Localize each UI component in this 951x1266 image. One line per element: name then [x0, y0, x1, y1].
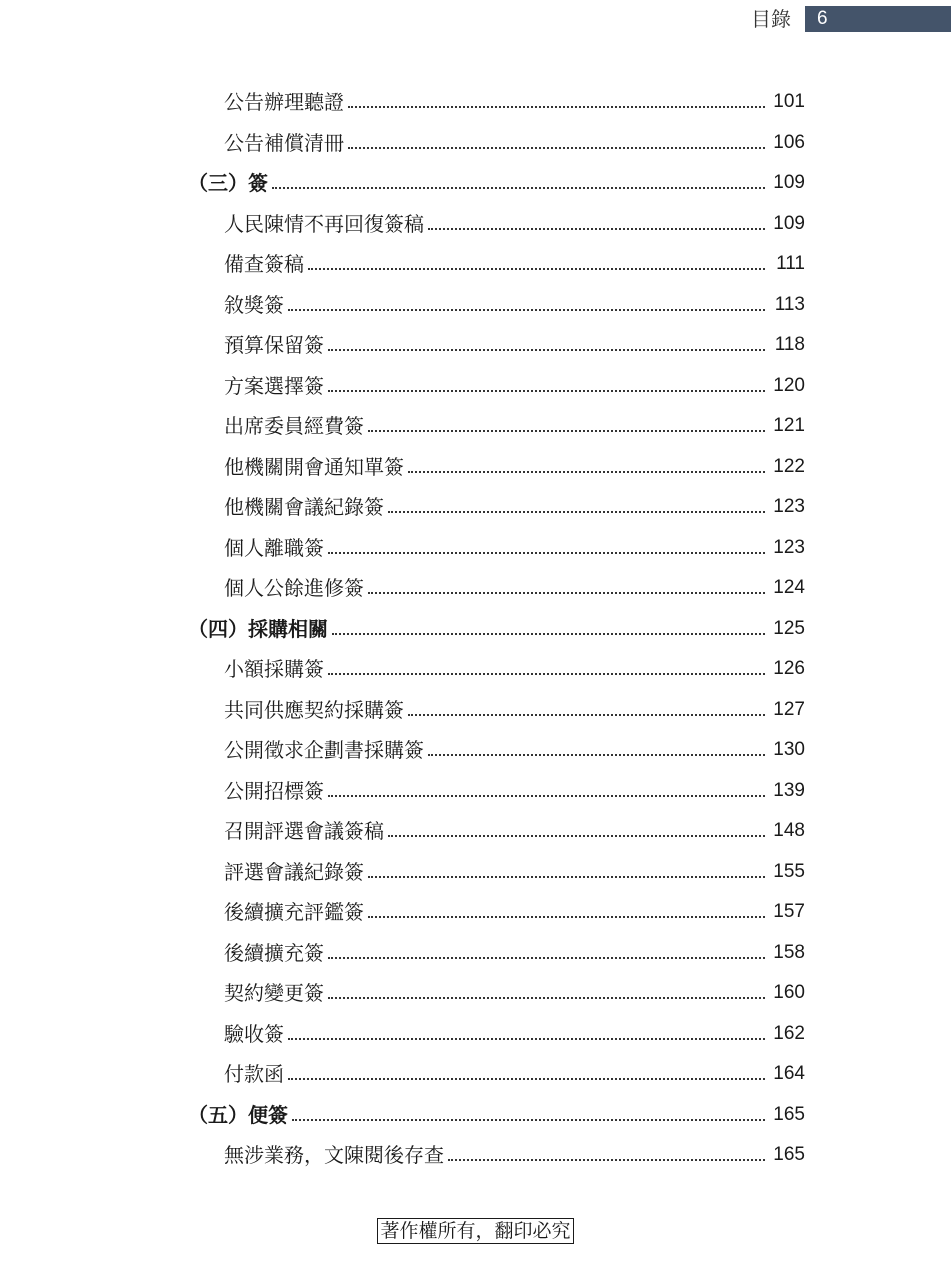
- toc-page-number: 123: [773, 536, 805, 558]
- toc-page-number: 109: [773, 212, 805, 234]
- page-footer: [0, 1218, 951, 1244]
- dot-leader: [348, 147, 765, 149]
- dot-leader: [388, 835, 765, 837]
- toc-entry[interactable]: [0, 1054, 951, 1095]
- toc-section-heading[interactable]: [0, 163, 951, 204]
- toc-entry[interactable]: [0, 690, 951, 731]
- dot-leader: [272, 187, 765, 189]
- toc-entry-title: 公告補償清冊: [224, 130, 344, 155]
- toc-page-number: 165: [773, 1103, 805, 1125]
- dot-leader: [288, 1038, 765, 1040]
- dot-leader: [328, 997, 765, 999]
- toc-entry-title: 敘獎簽: [224, 292, 284, 317]
- page-number-badge: 6: [805, 6, 951, 32]
- dot-leader: [328, 390, 765, 392]
- toc-page-number: 157: [773, 901, 805, 922]
- toc-entry[interactable]: [0, 568, 951, 609]
- toc-entry-title: （四）採購相關: [188, 616, 328, 641]
- toc-page-number: 125: [773, 617, 805, 639]
- toc-page-number: 101: [773, 91, 805, 112]
- toc-entry[interactable]: [0, 325, 951, 366]
- dot-leader: [328, 552, 765, 554]
- toc-entry-title: 備查簽稿: [224, 252, 304, 276]
- dot-leader: [328, 795, 765, 797]
- toc-entry-title: 個人離職簽: [224, 535, 324, 560]
- toc-page-number: 127: [773, 698, 805, 720]
- copyright-notice: 著作權所有，翻印必究: [377, 1218, 573, 1244]
- dot-leader: [448, 1159, 765, 1161]
- toc-entry[interactable]: [0, 1135, 951, 1176]
- toc-section-heading[interactable]: [0, 1095, 951, 1136]
- dot-leader: [288, 1078, 765, 1080]
- dot-leader: [288, 309, 765, 311]
- toc-page-number: 123: [773, 496, 805, 517]
- toc-entry-title: 召開評選會議簽稿: [224, 819, 384, 843]
- dot-leader: [368, 430, 765, 432]
- toc-entry[interactable]: [0, 487, 951, 528]
- dot-leader: [368, 916, 765, 918]
- toc-entry-title: 後續擴充簽: [224, 940, 324, 965]
- toc-page-number: 113: [774, 293, 805, 315]
- toc-entry[interactable]: [0, 528, 951, 569]
- toc-page-number: 155: [773, 860, 805, 882]
- toc-entry-title: 契約變更簽: [224, 981, 324, 1005]
- toc-entry[interactable]: [0, 649, 951, 690]
- toc-page-number: 160: [773, 982, 805, 1003]
- dot-leader: [368, 592, 765, 594]
- toc-entry-title: 公開招標簽: [224, 778, 324, 803]
- toc-entry-title: 小額採購簽: [224, 657, 324, 681]
- toc-entry[interactable]: [0, 933, 951, 974]
- toc-entry-title: 公告辦理聽證: [224, 90, 344, 114]
- dot-leader: [408, 471, 765, 473]
- toc-page-number: 164: [773, 1063, 805, 1084]
- toc-page-number: 148: [773, 820, 805, 841]
- toc-entry-title: 出席委員經費簽: [224, 414, 364, 438]
- toc-entry[interactable]: [0, 82, 951, 123]
- toc-page-number: 124: [773, 577, 805, 598]
- toc-page-number: 109: [773, 172, 805, 193]
- page-header: [751, 6, 951, 32]
- toc-entry-title: 方案選擇簽: [224, 373, 324, 398]
- toc-page-number: 130: [773, 739, 805, 760]
- dot-leader: [368, 876, 765, 878]
- toc-page-number: 111: [776, 253, 805, 274]
- toc-page-number: 122: [773, 455, 805, 477]
- toc-entry[interactable]: [0, 447, 951, 488]
- toc-entry-title: 預算保留簽: [224, 333, 324, 357]
- toc-entry-title: 他機關開會通知單簽: [224, 454, 404, 479]
- dot-leader: [428, 228, 765, 230]
- toc-page-number: 158: [773, 941, 805, 963]
- dot-leader: [308, 268, 765, 270]
- dot-leader: [328, 957, 765, 959]
- toc-section-heading[interactable]: [0, 609, 951, 650]
- toc-page-number: 118: [774, 334, 805, 355]
- toc-entry[interactable]: [0, 892, 951, 933]
- toc-entry[interactable]: [0, 1014, 951, 1055]
- dot-leader: [348, 106, 765, 108]
- dot-leader: [388, 511, 765, 513]
- dot-leader: [428, 754, 765, 756]
- toc-entry-title: 他機關會議紀錄簽: [224, 495, 384, 519]
- toc-page-number: 165: [773, 1144, 805, 1165]
- toc-entry[interactable]: [0, 771, 951, 812]
- toc-entry[interactable]: [0, 366, 951, 407]
- toc-page-number: 106: [773, 131, 805, 153]
- toc-entry[interactable]: [0, 811, 951, 852]
- toc-entry-title: 個人公餘進修簽: [224, 576, 364, 600]
- toc-entry-title: 付款函: [224, 1062, 284, 1086]
- toc-page-number: 121: [773, 415, 805, 436]
- toc-entry[interactable]: [0, 730, 951, 771]
- toc-entry[interactable]: [0, 123, 951, 164]
- toc-entry-title: 人民陳情不再回復簽稿: [224, 211, 424, 236]
- dot-leader: [328, 349, 765, 351]
- toc-entry-title: 評選會議紀錄簽: [224, 859, 364, 884]
- toc-entry-title: 驗收簽: [224, 1021, 284, 1046]
- toc-page-number: 139: [773, 779, 805, 801]
- toc-entry-title: 無涉業務，文陳閱後存查: [224, 1143, 444, 1167]
- toc-entry-title: （三）簽: [188, 171, 268, 195]
- toc-page-number: 120: [773, 374, 805, 396]
- section-title: 目錄: [751, 7, 791, 31]
- toc-entry[interactable]: [0, 973, 951, 1014]
- dot-leader: [408, 714, 765, 716]
- toc-entry[interactable]: [0, 244, 951, 285]
- dot-leader: [292, 1119, 765, 1121]
- toc-entry[interactable]: [0, 204, 951, 245]
- table-of-contents: [0, 82, 951, 1176]
- toc-entry-title: 後續擴充評鑑簽: [224, 900, 364, 924]
- toc-entry-title: 公開徵求企劃書採購簽: [224, 738, 424, 762]
- toc-entry[interactable]: [0, 852, 951, 893]
- dot-leader: [328, 673, 765, 675]
- toc-page-number: 126: [773, 658, 805, 679]
- toc-entry-title: 共同供應契約採購簽: [224, 697, 404, 722]
- toc-page-number: 162: [773, 1022, 805, 1044]
- toc-entry-title: （五）便簽: [188, 1102, 288, 1127]
- toc-entry[interactable]: [0, 285, 951, 326]
- dot-leader: [332, 633, 765, 635]
- toc-entry[interactable]: [0, 406, 951, 447]
